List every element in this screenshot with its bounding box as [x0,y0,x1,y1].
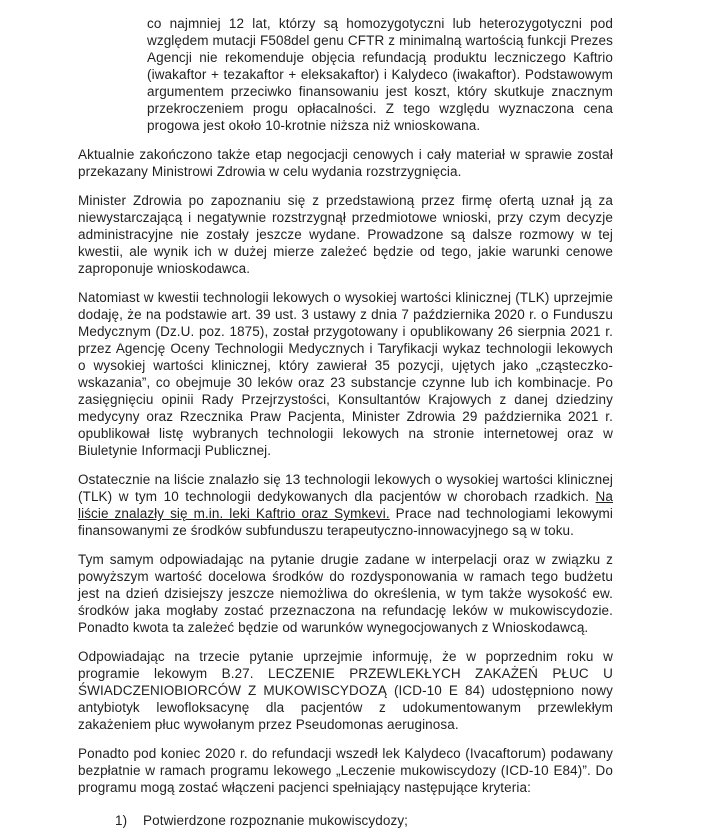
quote-continuation-paragraph: co najmniej 12 lat, którzy są homozygotyczni lub heterozygotyczni pod względem mutacji F508del genu CFTR z minimalną wartością funkcji Prezes Agencji nie rekomenduje objęcia refundacją produktu leczniczego Kaftrio (iwakaftor + tezakaftor + eleksakaftor) i Kalydeco (iwakaftor). Podstawowym argumentem przeciwko finansowaniu jest koszt, który skutkuje znacznym przekroczeniem progu opłacalności. Z tego względu wyznaczona cena progowa jest około 10-krotnie niższa niż wnioskowana. [147,16,613,133]
final-list-text-before: Ostatecznie na liście znalazło się 13 technologii lekowych o wysokiej wartości klinicznej (TLK) w tym 10 technologii dedykowanych dla pacjentów w chorobach rzadkich. [78,472,613,504]
paragraph-kalydeco-program: Ponadto pod koniec 2020 r. do refundacji wszedł lek Kalydeco (Ivacaftorum) podawany bezpłatnie w ramach programu lekowego „Leczenie mukowiscydozy (ICD-10 E84)”. Do programu mogą zostać włączeni pacjenci spełniający następujące kryteria: [78,746,613,795]
paragraph-third-question: Odpowiadając na trzecie pytanie uprzejmie informuję, że w poprzednim roku w programie lekowym B.27. LECZENIE PRZEWLEKŁYCH ZAKAŻEŃ PŁUC U ŚWIADCZENIOBIORCÓW Z MUKOWISCYDOZĄ (ICD-10 E 84) udostępniono nowy antybiotyk lewofloksacynę dla pacjentów z udokumentowanym przewlekłym zakażeniem płuc wywołanym przez Pseudomonas aeruginosa. [78,649,613,732]
paragraph-budget-answer: Tym samym odpowiadając na pytanie drugie zadane w interpelacji oraz w związku z powyższym wartość docelowa środków do rozdysponowania w ramach tego budżetu jest na dzień dzisiejszy jeszcze niemożliwa do określenia, w tym także wysokość ew. środków jaka mogłaby zostać przeznaczona na refundację leków w mukowiscydozie. Ponadto kwota ta zależeć będzie od warunków wynegocjowanych z Wnioskodawcą. [78,552,613,635]
paragraph-minister-decision: Minister Zdrowia po zapoznaniu się z przedstawioną przez firmę ofertą uznał ją za niewystarczającą i negatywnie rozstrzygnął przedmiotowe wnioski, przy czym decyzje administracyjne nie zostały jeszcze wydane. Prowadzone są dalsze rozmowy w tej kwestii, ale wynik ich w dużej mierze zależeć będzie od tego, jakie warunki cenowe zaproponuje wnioskodawca. [78,193,613,276]
criteria-item-1-marker: 1) [115,813,128,828]
final-list-text-after: Prace nad technologiami lekowymi finansowanymi ze środków subfunduszu terapeutyczno-innowacyjnego są w toku. [78,506,614,538]
final-list-underlined-sentence: Na liście znalazły się m.in. leki Kaftrio oraz Symkevi. [78,489,613,521]
criteria-item-1-text: Potwierdzone rozpoznanie mukowiscydozy; [143,813,409,828]
paragraph-price-negotiations: Aktualnie zakończono także etap negocjacji cenowych i cały materiał w sprawie został przekazany Ministrowi Zdrowia w celu wydania rozstrzygnięcia. [78,147,613,179]
paragraph-final-list [78,471,613,539]
paragraph-tlk-fund: Natomiast w kwestii technologii lekowych o wysokiej wartości klinicznej (TLK) uprzejmie dodaję, że na podstawie art. 39 ust. 3 ustawy z dnia 7 października 2020 r. o Funduszu Medycznym (Dz.U. poz. 1875), został przygotowany i opublikowany 26 sierpnia 2021 r. przez Agencję Oceny Technologii Medycznych i Taryfikacji wykaz technologii lekowych o wysokiej wartości klinicznej, który zawierał 35 pozycji, ujętych jako „cząsteczko-wskazania”, co obejmuje 30 leków oraz 23 substancje czynne lub ich kombinacje. Po zasięgnięciu opinii Rady Przejrzystości, Konsultantów Krajowych z danej dziedziny medycyny oraz Rzecznika Praw Pacjenta, Minister Zdrowia 29 października 2021 r. opublikował listę wybranych technologii lekowych na stronie internetowej oraz w Biuletynie Informacji Publicznej. [78,290,613,458]
criteria-list-item-1 [115,812,613,829]
